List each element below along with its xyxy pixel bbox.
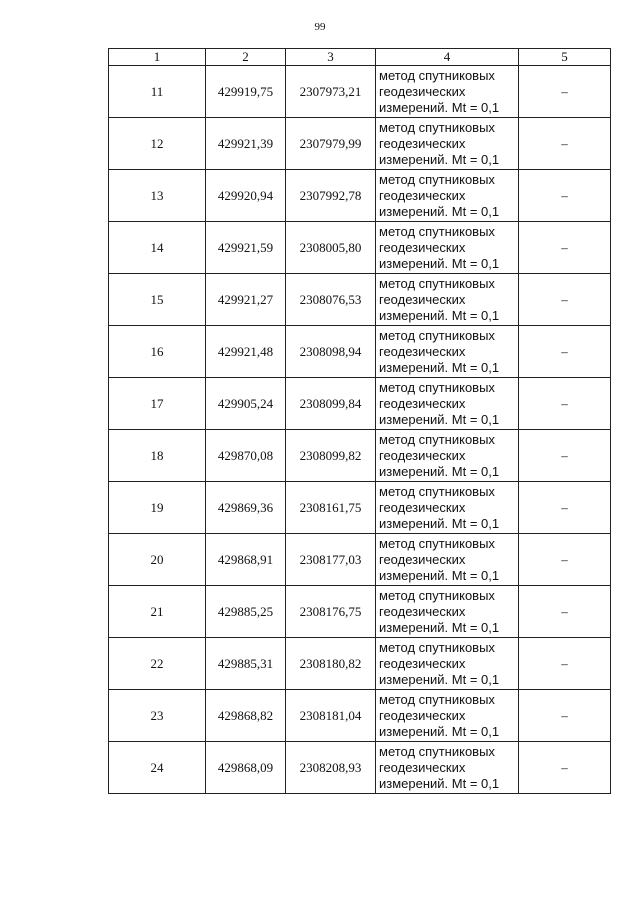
method-line: измерений. Mt = 0,1 xyxy=(379,775,500,791)
coordinate-x-cell: 429885,25 xyxy=(206,586,286,638)
coordinate-y-cell: 2308005,80 xyxy=(286,222,376,274)
method-cell xyxy=(376,742,519,794)
method-line: геодезических xyxy=(379,707,466,723)
coordinate-x-cell: 429868,91 xyxy=(206,534,286,586)
table-row xyxy=(109,274,611,326)
method-line: измерений. Mt = 0,1 xyxy=(379,515,500,531)
method-cell xyxy=(376,222,519,274)
note-cell: – xyxy=(519,66,611,118)
coordinate-y-cell: 2308099,82 xyxy=(286,430,376,482)
point-number-cell: 21 xyxy=(109,586,206,638)
method-line: измерений. Mt = 0,1 xyxy=(379,151,500,167)
method-line: метод спутниковых xyxy=(379,743,495,759)
point-number-cell: 12 xyxy=(109,118,206,170)
method-line: геодезических xyxy=(379,551,466,567)
point-number-cell: 15 xyxy=(109,274,206,326)
point-number-cell: 11 xyxy=(109,66,206,118)
table-row xyxy=(109,482,611,534)
method-line: геодезических xyxy=(379,603,466,619)
method-line: метод спутниковых xyxy=(379,327,495,343)
method-line: метод спутниковых xyxy=(379,119,495,135)
method-line: измерений. Mt = 0,1 xyxy=(379,307,500,323)
note-cell: – xyxy=(519,430,611,482)
method-line: метод спутниковых xyxy=(379,431,495,447)
method-line: геодезических xyxy=(379,83,466,99)
coordinate-y-cell: 2308098,94 xyxy=(286,326,376,378)
point-number-cell: 22 xyxy=(109,638,206,690)
table-row xyxy=(109,534,611,586)
method-line: измерений. Mt = 0,1 xyxy=(379,463,500,479)
method-cell xyxy=(376,430,519,482)
method-cell xyxy=(376,118,519,170)
method-line: измерений. Mt = 0,1 xyxy=(379,671,500,687)
coordinate-y-cell: 2307992,78 xyxy=(286,170,376,222)
table-row xyxy=(109,170,611,222)
method-cell xyxy=(376,378,519,430)
note-cell: – xyxy=(519,222,611,274)
method-line: измерений. Mt = 0,1 xyxy=(379,723,500,739)
method-cell xyxy=(376,638,519,690)
coordinate-y-cell: 2308208,93 xyxy=(286,742,376,794)
method-line: геодезических xyxy=(379,187,466,203)
method-line: метод спутниковых xyxy=(379,483,495,499)
header-cell-4: 4 xyxy=(376,49,519,66)
coordinate-x-cell: 429869,36 xyxy=(206,482,286,534)
point-number-cell: 14 xyxy=(109,222,206,274)
note-cell: – xyxy=(519,534,611,586)
table-row xyxy=(109,638,611,690)
method-line: измерений. Mt = 0,1 xyxy=(379,99,500,115)
table-row xyxy=(109,690,611,742)
coordinate-y-cell: 2307979,99 xyxy=(286,118,376,170)
coordinate-y-cell: 2308180,82 xyxy=(286,638,376,690)
method-line: метод спутниковых xyxy=(379,275,495,291)
method-line: измерений. Mt = 0,1 xyxy=(379,255,500,271)
method-line: геодезических xyxy=(379,499,466,515)
table-row xyxy=(109,378,611,430)
method-line: геодезических xyxy=(379,291,466,307)
coordinate-x-cell: 429870,08 xyxy=(206,430,286,482)
method-cell xyxy=(376,326,519,378)
method-line: метод спутниковых xyxy=(379,535,495,551)
method-cell xyxy=(376,274,519,326)
note-cell: – xyxy=(519,742,611,794)
method-line: метод спутниковых xyxy=(379,587,495,603)
point-number-cell: 18 xyxy=(109,430,206,482)
coordinate-y-cell: 2308181,04 xyxy=(286,690,376,742)
note-cell: – xyxy=(519,274,611,326)
coordinate-x-cell: 429885,31 xyxy=(206,638,286,690)
method-cell xyxy=(376,690,519,742)
method-line: метод спутниковых xyxy=(379,379,495,395)
coordinate-y-cell: 2308099,84 xyxy=(286,378,376,430)
method-line: геодезических xyxy=(379,395,466,411)
table-row xyxy=(109,326,611,378)
table-row xyxy=(109,742,611,794)
point-number-cell: 16 xyxy=(109,326,206,378)
coordinate-y-cell: 2308161,75 xyxy=(286,482,376,534)
coordinate-x-cell: 429919,75 xyxy=(206,66,286,118)
method-line: геодезических xyxy=(379,343,466,359)
table-row xyxy=(109,222,611,274)
point-number-cell: 24 xyxy=(109,742,206,794)
table-body xyxy=(109,49,611,794)
method-cell xyxy=(376,66,519,118)
table-row xyxy=(109,586,611,638)
page-number: 99 xyxy=(314,21,326,33)
method-line: метод спутниковых xyxy=(379,691,495,707)
note-cell: – xyxy=(519,326,611,378)
coordinate-x-cell: 429921,39 xyxy=(206,118,286,170)
method-line: измерений. Mt = 0,1 xyxy=(379,411,500,427)
method-line: геодезических xyxy=(379,135,466,151)
coordinate-y-cell: 2308176,75 xyxy=(286,586,376,638)
coordinate-x-cell: 429905,24 xyxy=(206,378,286,430)
note-cell: – xyxy=(519,690,611,742)
method-cell xyxy=(376,586,519,638)
point-number-cell: 23 xyxy=(109,690,206,742)
header-cell-1: 1 xyxy=(109,49,206,66)
point-number-cell: 20 xyxy=(109,534,206,586)
table-row xyxy=(109,430,611,482)
note-cell: – xyxy=(519,118,611,170)
method-line: геодезических xyxy=(379,759,466,775)
note-cell: – xyxy=(519,482,611,534)
method-line: метод спутниковых xyxy=(379,223,495,239)
method-line: измерений. Mt = 0,1 xyxy=(379,567,500,583)
method-line: геодезических xyxy=(379,655,466,671)
header-cell-5: 5 xyxy=(519,49,611,66)
method-line: метод спутниковых xyxy=(379,67,495,83)
coordinate-x-cell: 429868,09 xyxy=(206,742,286,794)
table-row xyxy=(109,118,611,170)
method-cell xyxy=(376,482,519,534)
coordinates-table xyxy=(108,48,611,794)
coordinate-x-cell: 429921,27 xyxy=(206,274,286,326)
method-line: геодезических xyxy=(379,239,466,255)
note-cell: – xyxy=(519,378,611,430)
coordinate-y-cell: 2308177,03 xyxy=(286,534,376,586)
note-cell: – xyxy=(519,586,611,638)
table-row xyxy=(109,66,611,118)
note-cell: – xyxy=(519,170,611,222)
method-line: метод спутниковых xyxy=(379,639,495,655)
coordinate-x-cell: 429921,59 xyxy=(206,222,286,274)
coordinate-x-cell: 429921,48 xyxy=(206,326,286,378)
note-cell: – xyxy=(519,638,611,690)
method-line: метод спутниковых xyxy=(379,171,495,187)
header-cell-2: 2 xyxy=(206,49,286,66)
method-line: измерений. Mt = 0,1 xyxy=(379,619,500,635)
header-cell-3: 3 xyxy=(286,49,376,66)
point-number-cell: 19 xyxy=(109,482,206,534)
method-cell xyxy=(376,534,519,586)
method-line: измерений. Mt = 0,1 xyxy=(379,203,500,219)
method-line: измерений. Mt = 0,1 xyxy=(379,359,500,375)
method-cell xyxy=(376,170,519,222)
point-number-cell: 13 xyxy=(109,170,206,222)
coordinate-y-cell: 2307973,21 xyxy=(286,66,376,118)
coordinate-x-cell: 429920,94 xyxy=(206,170,286,222)
coordinate-x-cell: 429868,82 xyxy=(206,690,286,742)
table-header-row xyxy=(109,49,611,66)
method-line: геодезических xyxy=(379,447,466,463)
coordinate-y-cell: 2308076,53 xyxy=(286,274,376,326)
point-number-cell: 17 xyxy=(109,378,206,430)
